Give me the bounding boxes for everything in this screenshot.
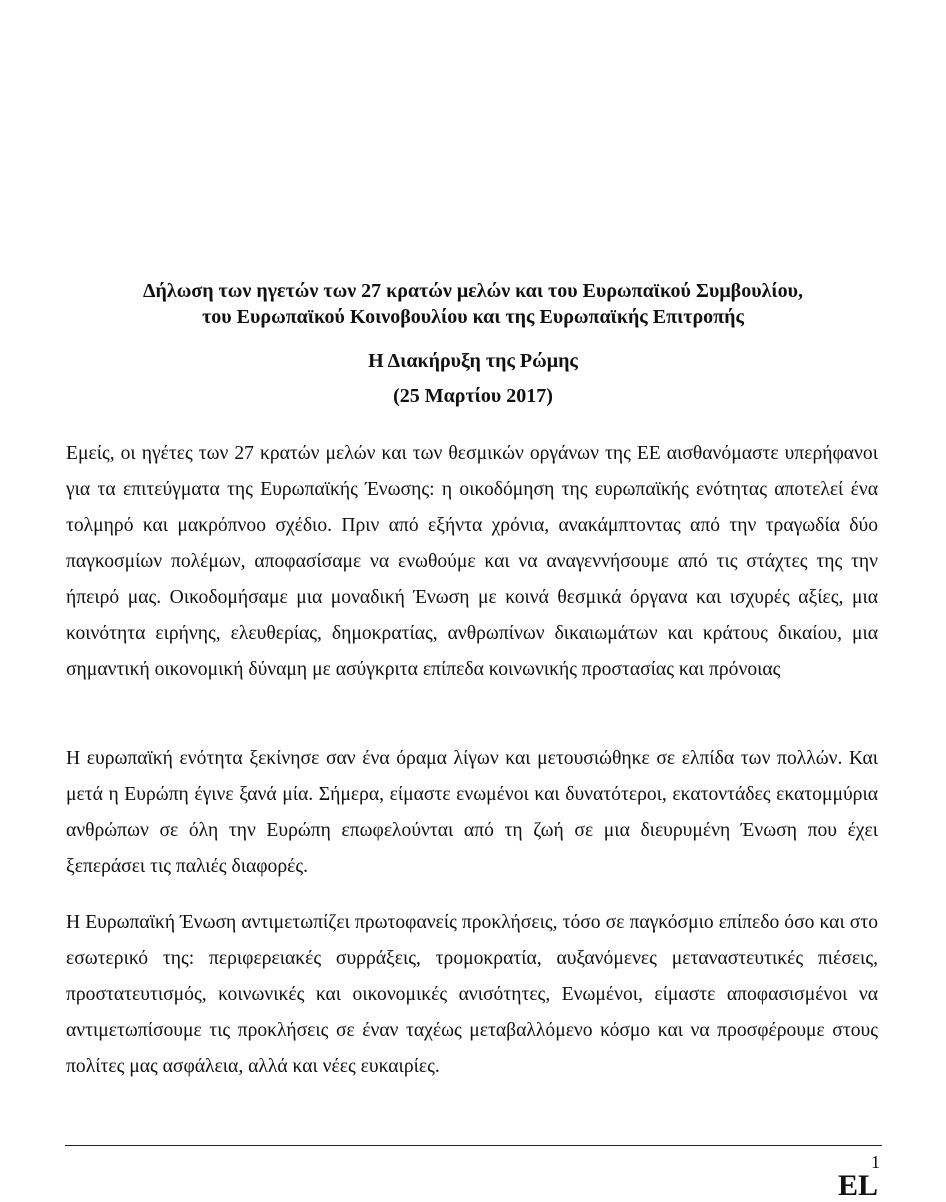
body-paragraph-1: Εμείς, οι ηγέτες των 27 κρατών μελών και των θεσμικών οργάνων της ΕΕ αισθανόμαστε υπερήφανοι για τα επιτεύγματα της Ευρωπαϊκής Ένωσης: η οικοδόμηση της ευρωπαϊκής ενότητας αποτελεί ένα τολμηρό και μακρόπνοο σχέδιο. Πριν από εξήντα χρόνια, ανακάμπτοντας από την τραγωδία δύο παγκοσμίων πολέμων, αποφασίσαμε να ενωθούμε και να αναγεννήσουμε από τις στάχτες της την ήπειρό μας. Οικοδομήσαμε μια μοναδική Ένωση με κοινά θεσμικά όργανα και ισχυρές αξίες, μια κοινότητα ειρήνης, ελευθερίας, δημοκρατίας, ανθρωπίνων δικαιωμάτων και κράτους δικαίου, μια σημαντική οικονομική δύναμη με ασύγκριτα επίπεδα κοινωνικής προστασίας και πρόνοιας — [66, 443, 878, 680]
footer-divider — [65, 1145, 882, 1146]
heading-line-2: του Ευρωπαϊκού Κοινοβουλίου και της Ευρωπαϊκής Επιτροπής — [202, 306, 744, 328]
page-number: 1 — [871, 1152, 880, 1172]
heading-line-1: Δήλωση των ηγετών των 27 κρατών μελών και του Ευρωπαϊκού Συμβουλίου, — [142, 280, 804, 302]
declaration-title: Η Διακήρυξη της Ρώμης — [368, 350, 578, 372]
declaration-date: (25 Μαρτίου 2017) — [393, 385, 553, 407]
declaration-heading — [0, 278, 946, 330]
body-paragraph-3: Η Ευρωπαϊκή Ένωση αντιμετωπίζει πρωτοφανείς προκλήσεις, τόσο σε παγκόσμιο επίπεδο όσο και στο εσωτερικό της: περιφερειακές συρράξεις, τρομοκρατία, αυξανόμενες μεταναστευτικές πιέσεις, προστατευτισμός, κοινωνικές και οικονομικές ανισότητες, Ενωμένοι, είμαστε αποφασισμένοι να αντιμετωπίσουμε τις προκλήσεις σε έναν ταχέως μεταβαλλόμενο κόσμο και να προσφέρουμε στους πολίτες μας ασφάλεια, αλλά και νέες ευκαιρίες. — [66, 912, 878, 1077]
language-code: EL — [838, 1169, 879, 1202]
body-paragraph-2: Η ευρωπαϊκή ενότητα ξεκίνησε σαν ένα όραμα λίγων και μετουσιώθηκε σε ελπίδα των πολλών. Και μετά η Ευρώπη έγινε ξανά μία. Σήμερα, είμαστε ενωμένοι και δυνατότεροι, εκατοντάδες εκατομμύρια ανθρώπων σε όλη την Ευρώπη επωφελούνται από τη ζωή σε μια διευρυμένη Ένωση που έχει ξεπεράσει τις παλιές διαφορές. — [66, 748, 878, 877]
